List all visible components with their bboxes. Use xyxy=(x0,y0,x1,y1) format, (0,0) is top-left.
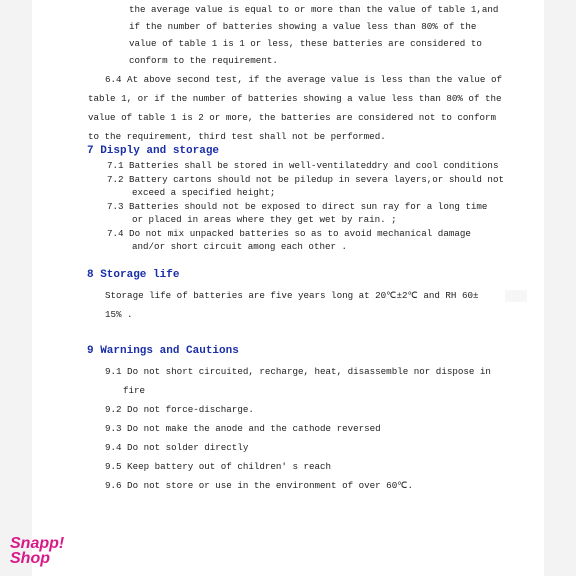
scan-artifact xyxy=(505,290,527,302)
paragraph-6-4-line: table 1, or if the number of batteries showing a value less than 80% of the xyxy=(88,93,502,104)
text-line: the average value is equal to or more than the value of table 1,and xyxy=(129,4,499,15)
section-7-item: 7.3 Batteries should not be exposed to direct sun ray for a long time xyxy=(107,201,488,212)
text-line: if the number of batteries showing a value less than 80% of the xyxy=(129,21,477,32)
snappshop-watermark-logo xyxy=(10,536,70,570)
section-9-item: 9.1 Do not short circuited, recharge, heat, disassemble nor dispose in xyxy=(105,366,491,377)
section-9-heading: 9 Warnings and Cautions xyxy=(87,345,239,357)
section-8-line: Storage life of batteries are five years long at 20℃±2℃ and RH 60± xyxy=(105,290,479,301)
section-7-item: exceed a specified height; xyxy=(132,187,276,198)
section-9-item: 9.4 Do not solder directly xyxy=(105,442,249,453)
section-9-item: 9.5 Keep battery out of children' s reach xyxy=(105,461,332,472)
document-page xyxy=(32,0,544,576)
section-9-item: fire xyxy=(123,385,146,396)
logo-line-2: Shop xyxy=(10,550,50,567)
section-8-line: 15% . xyxy=(105,309,133,320)
section-9-item: 9.2 Do not force-discharge. xyxy=(105,404,254,415)
section-9-item: 9.3 Do not make the anode and the cathode reversed xyxy=(105,423,381,434)
section-7-item: 7.1 Batteries shall be stored in well-ventilateddry and cool conditions xyxy=(107,160,499,171)
text-line: value of table 1 is 1 or less, these batteries are considered to xyxy=(129,38,482,49)
paragraph-6-4-line: value of table 1 is 2 or more, the batteries are considered not to conform xyxy=(88,112,496,123)
logo-line-1: Snapp! xyxy=(10,535,65,552)
section-8-heading: 8 Storage life xyxy=(87,269,180,281)
text-line: conform to the requirement. xyxy=(129,55,278,66)
section-7-heading: 7 Disply and storage xyxy=(87,145,220,157)
section-7-item: or placed in areas where they get wet by rain. ; xyxy=(132,214,397,225)
section-7-item: and/or short circuit among each other . xyxy=(132,241,348,252)
section-9-item: 9.6 Do not store or use in the environment of over 60℃. xyxy=(105,480,414,491)
paragraph-6-4-line: 6.4 At above second test, if the average value is less than the value of xyxy=(105,74,502,85)
section-7-item: 7.4 Do not mix unpacked batteries so as to avoid mechanical damage xyxy=(107,228,471,239)
section-7-item: 7.2 Battery cartons should not be piledup in severa layers,or should not xyxy=(107,174,504,185)
paragraph-6-4-line: to the requirement, third test shall not be performed. xyxy=(88,131,386,142)
